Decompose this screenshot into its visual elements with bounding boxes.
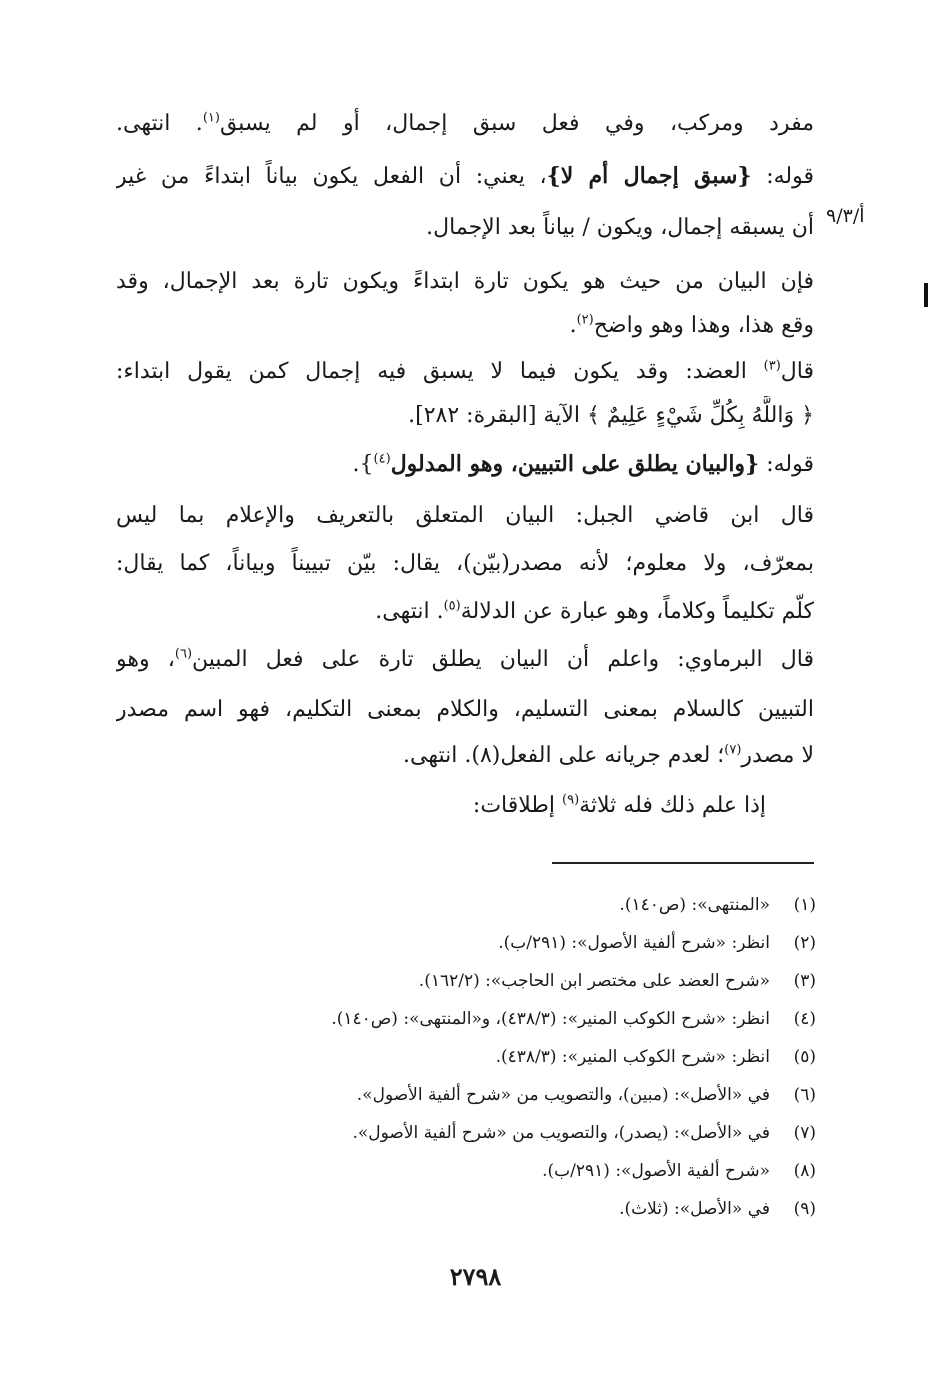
body-line: بمعرّف، ولا معلوم؛ لأنه مصدر(بيّن)، يقال: بيّن تبييناً وبياناً، كما يقال: — [116, 551, 814, 576]
quran-verse-line: ﴿ وَاللَّهُ بِكُلِّ شَيْءٍ عَلِيمٌ ﴾ الآية [البقرة: ٢٨٢]. — [408, 403, 814, 428]
footnote: (٩)في «الأصل»: (ثلاث). — [619, 1199, 816, 1219]
body-line: فإن البيان من حيث هو يكون تارة ابتداءً ويكون تارة بعد الإجمال، وقد — [116, 269, 814, 294]
body-line: التبيين كالسلام بمعنى التسليم، والكلام بمعنى التكليم، فهو اسم مصدر — [116, 697, 814, 722]
body-line: قوله: {والبيان يطلق على التبيين، وهو المدلول$^{(٤)}$}. — [352, 451, 814, 477]
footnote: (٥)انظر: «شرح الكوكب المنير»: (٤٣٨/٣). — [495, 1047, 816, 1067]
footnote: (٤)انظر: «شرح الكوكب المنير»: (٤٣٨/٣)، و«المنتهى»: (ص١٤٠). — [331, 1009, 816, 1029]
body-line: قال البرماوي: واعلم أن البيان يطلق تارة على فعل المبين$^{(٦)}$، وهو — [116, 646, 814, 672]
body-line: قوله: {سبق إجمال أم لا}، يعني: أن الفعل يكون بياناً ابتداءً من غير — [116, 163, 814, 189]
footnote: (٦)في «الأصل»: (مبين)، والتصويب من «شرح ألفية الأصول». — [356, 1085, 816, 1105]
footnote-separator — [552, 862, 814, 864]
footnote: (٧)في «الأصل»: (يصدر)، والتصويب من «شرح ألفية الأصول». — [352, 1123, 816, 1143]
body-line: لا مصدر$^{(٧)}$؛ لعدم جريانه على الفعل(٨). انتهى. — [403, 742, 814, 768]
body-line: كلّم تكليماً وكلاماً، وهو عبارة عن الدلالة$^{(٥)}$. انتهى. — [375, 598, 814, 624]
margin-folio-note: أ/٩/٣ — [826, 205, 865, 227]
body-line: أن يسبقه إجمال، ويكون / بياناً بعد الإجمال. — [426, 215, 814, 240]
body-line: إذا علم ذلك فله ثلاثة$^{(٩)}$ إطلاقات: — [472, 792, 766, 818]
page-number: ٢٧٩٨ — [449, 1262, 502, 1291]
body-line: وقع هذا، وهذا وهو واضح$^{(٢)}$. — [569, 312, 814, 338]
body-line: قال ابن قاضي الجبل: البيان المتعلق بالتعريف والإعلام بما ليس — [116, 503, 814, 528]
footnote: (٨)«شرح ألفية الأصول»: (٢٩١/ب). — [542, 1161, 816, 1181]
footnote: (١)«المنتهى»: (ص١٤٠). — [619, 895, 816, 915]
footnote: (٣)«شرح العضد على مختصر ابن الحاجب»: (١٦٢/٢). — [418, 971, 816, 991]
body-line: مفرد ومركب، وفي فعل سبق إجمال، أو لم يسبق$^{(١)}$. انتهى. — [116, 110, 814, 136]
footnotes — [116, 886, 816, 1228]
body-line: قال$^{(٣)}$ العضد: وقد يكون فيما لا يسبق فيه إجمال كمن يقول ابتداء: — [116, 358, 814, 384]
margin-mark — [924, 283, 928, 307]
footnote: (٢)انظر: «شرح ألفية الأصول»: (٢٩١/ب). — [498, 933, 816, 953]
